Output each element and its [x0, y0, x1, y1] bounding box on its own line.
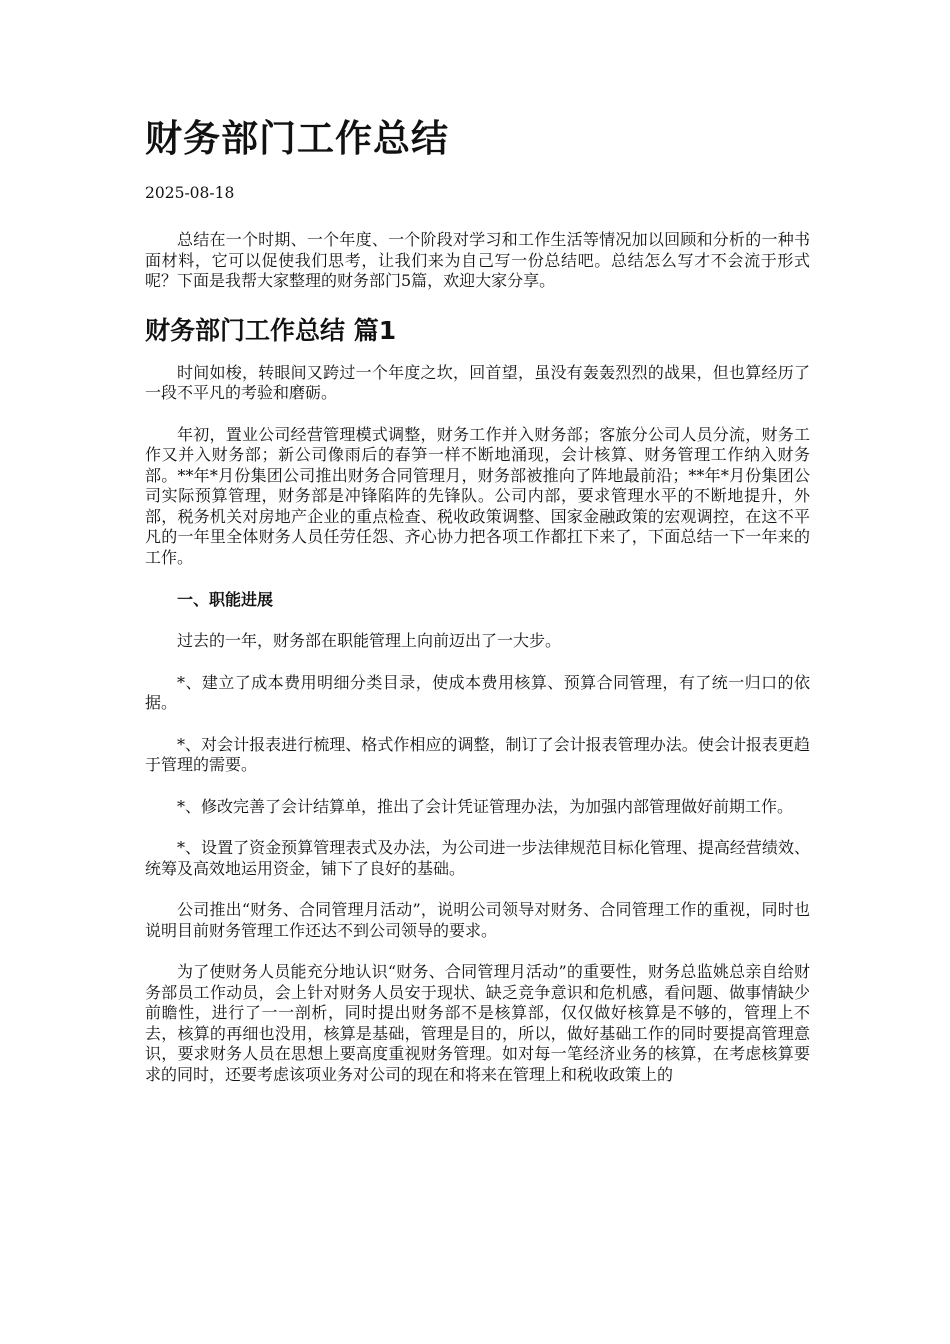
paragraph: *、建立了成本费用明细分类目录，使成本费用核算、预算合同管理，有了统一归口的依据。: [145, 672, 810, 712]
section-title: 财务部门工作总结 篇1: [145, 315, 397, 345]
intro-paragraph: 总结在一个时期、一个年度、一个阶段对学习和工作生活等情况加以回顾和分析的一种书面材料，它可以促使我们思考，让我们来为自己写一份总结吧。总结怎么写才不会流于形式呢？下面是我帮大家整理的财务部门5篇，欢迎大家分享。: [145, 230, 810, 290]
paragraph: 为了使财务人员能充分地认识“财务、合同管理月活动”的重要性，财务总监姚总亲自给财务部员工作动员，会上针对财务人员安于现状、缺乏竞争意识和危机感，看问题、做事情缺少前瞻性，进行了一一剖析，同时提出财务部不是核算部，仅仅做好核算是不够的，管理上不去，核算的再细也没用，核算是基础，管理是目的，所以，做好基础工作的同时要提高管理意识，要求财务人员在思想上要高度重视财务管理。如对每一笔经济业务的核算，在考虑核算要求的同时，还要考虑该项业务对公司的现在和将来在管理上和税收政策上的: [145, 962, 810, 1084]
paragraph: 公司推出“财务、合同管理月活动”，说明公司领导对财务、合同管理工作的重视，同时也说明目前财务管理工作还达不到公司领导的要求。: [145, 900, 810, 940]
paragraph: *、对会计报表进行梳理、格式作相应的调整，制订了会计报表管理办法。使会计报表更趋于管理的需要。: [145, 734, 810, 774]
paragraph: 过去的一年，财务部在职能管理上向前迈出了一大步。: [177, 631, 562, 650]
document-page: [145, 112, 810, 1106]
paragraph: 时间如梭，转眼间又跨过一个年度之坎，回首望，虽没有轰轰烈烈的战果，但也算经历了一段不平凡的考验和磨砺。: [145, 362, 810, 402]
paragraph: *、设置了资金预算管理表式及办法，为公司进一步法律规范目标化管理、提高经营绩效、统筹及高效地运用资金，铺下了良好的基础。: [145, 838, 810, 878]
paragraph: *、修改完善了会计结算单，推出了会计凭证管理办法，为加强内部管理做好前期工作。: [177, 796, 794, 816]
document-title: 财务部门工作总结: [145, 117, 449, 160]
sub-heading: 一、职能进展: [177, 590, 274, 609]
paragraph: 年初，置业公司经营管理模式调整，财务工作并入财务部；客旅分公司人员分流，财务工作又并入财务部；新公司像雨后的春笋一样不断地涌现，会计核算、财务管理工作纳入财务部。**年*月份集团公司推出财务合同管理月，财务部被推向了阵地最前沿；**年*月份集团公司实际预算管理，财务部是冲锋陷阵的先锋队。公司内部，要求管理水平的不断地提升，外部，税务机关对房地产企业的重点检查、税收政策调整、国家金融政策的宏观调控，在这不平凡的一年里全体财务人员任劳任怨、齐心协力把各项工作都扛下来了，下面总结一下一年来的工作。: [145, 424, 810, 567]
document-date: 2025-08-18: [145, 184, 235, 202]
